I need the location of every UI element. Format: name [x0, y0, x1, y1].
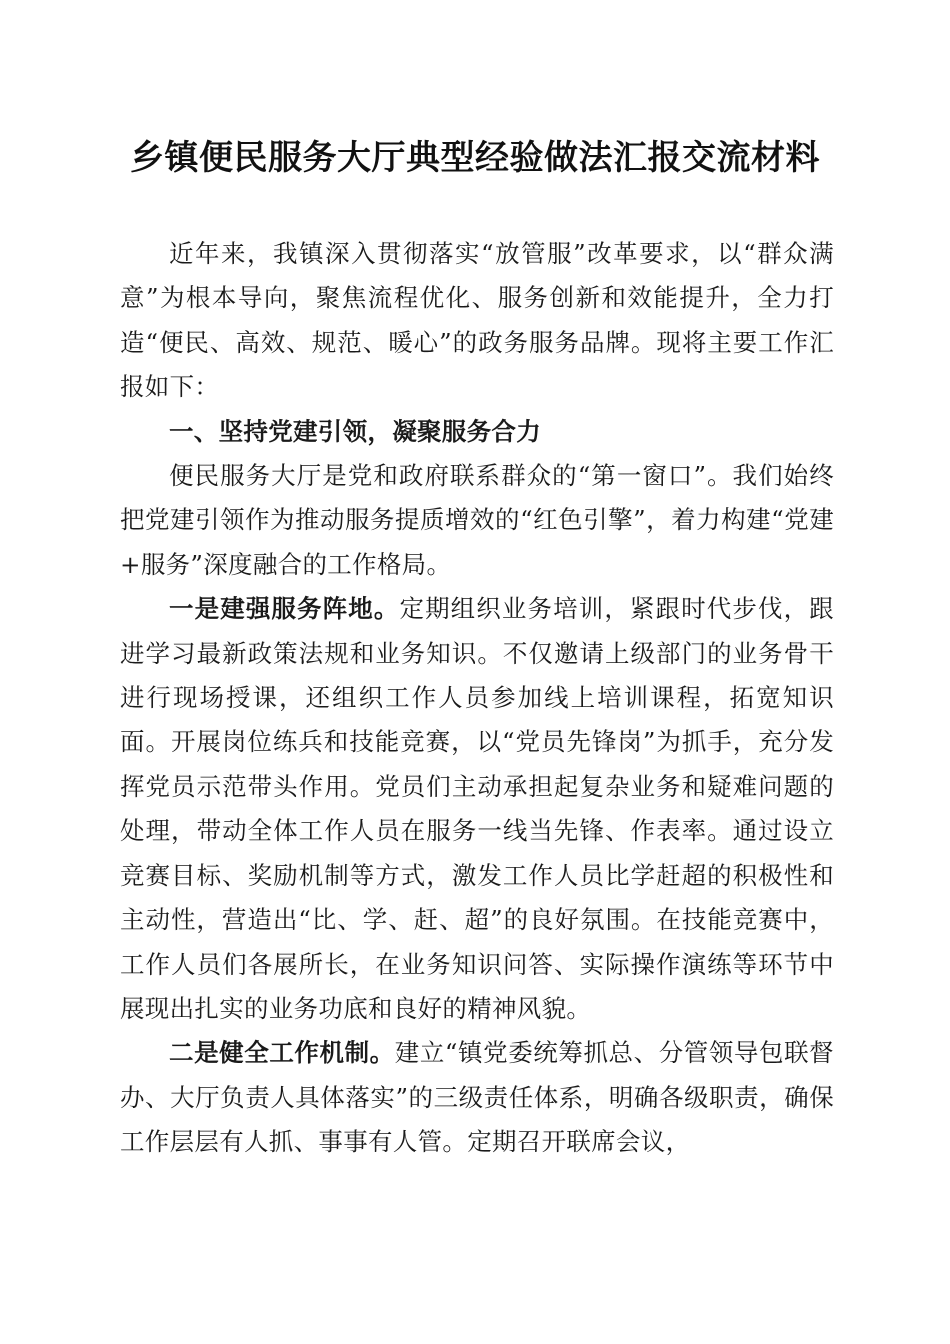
item-lead-2: 二是健全工作机制。 [169, 1038, 395, 1068]
document-title: 乡镇便民服务大厅典型经验做法汇报交流材料 [130, 138, 820, 178]
item-paragraph-2 [120, 1031, 834, 1164]
item-text-1: 定期组织业务培训，紧跟时代步伐，跟进学习最新政策法规和业务知识。不仅邀请上级部门的业务骨干进行现场授课，还组织工作人员参加线上培训课程，拓宽知识面。开展岗位练兵和技能竞赛，以“党员先锋岗”为抓手，充分发挥党员示范带头作用。党员们主动承担起复杂业务和疑难问题的处理，带动全体工作人员在服务一线当先锋、作表率。通过设立竞赛目标、奖励机制等方式，激发工作人员比学赶超的积极性和主动性，营造出“比、学、赶、超”的良好氛围。在技能竞赛中，工作人员们各展所长，在业务知识问答、实际操作演练等环节中展现出扎实的业务功底和良好的精神风貌。 [120, 594, 834, 1023]
item-lead-1: 一是建强服务阵地。 [169, 594, 400, 624]
intro-paragraph: 近年来，我镇深入贯彻落实“放管服”改革要求，以“群众满意”为根本导向，聚焦流程优化、服务创新和效能提升，全力打造“便民、高效、规范、暖心”的政务服务品牌。现将主要工作汇报如下： [120, 239, 834, 402]
item-text-2: 建立“镇党委统筹抓总、分管领导包联督办、大厅负责人具体落实”的三级责任体系，明确各级职责，确保工作层层有人抓、事事有人管。定期召开联席会议， [120, 1038, 834, 1157]
document-body [120, 232, 834, 1165]
item-paragraph-1 [120, 587, 834, 1031]
section-paragraph: 便民服务大厅是党和政府联系群众的“第一窗口”。我们始终把党建引领作为推动服务提质增效的“红色引擎”，着力构建“党建+服务”深度融合的工作格局。 [120, 461, 834, 579]
section-heading: 一、坚持党建引领，凝聚服务合力 [169, 416, 541, 446]
